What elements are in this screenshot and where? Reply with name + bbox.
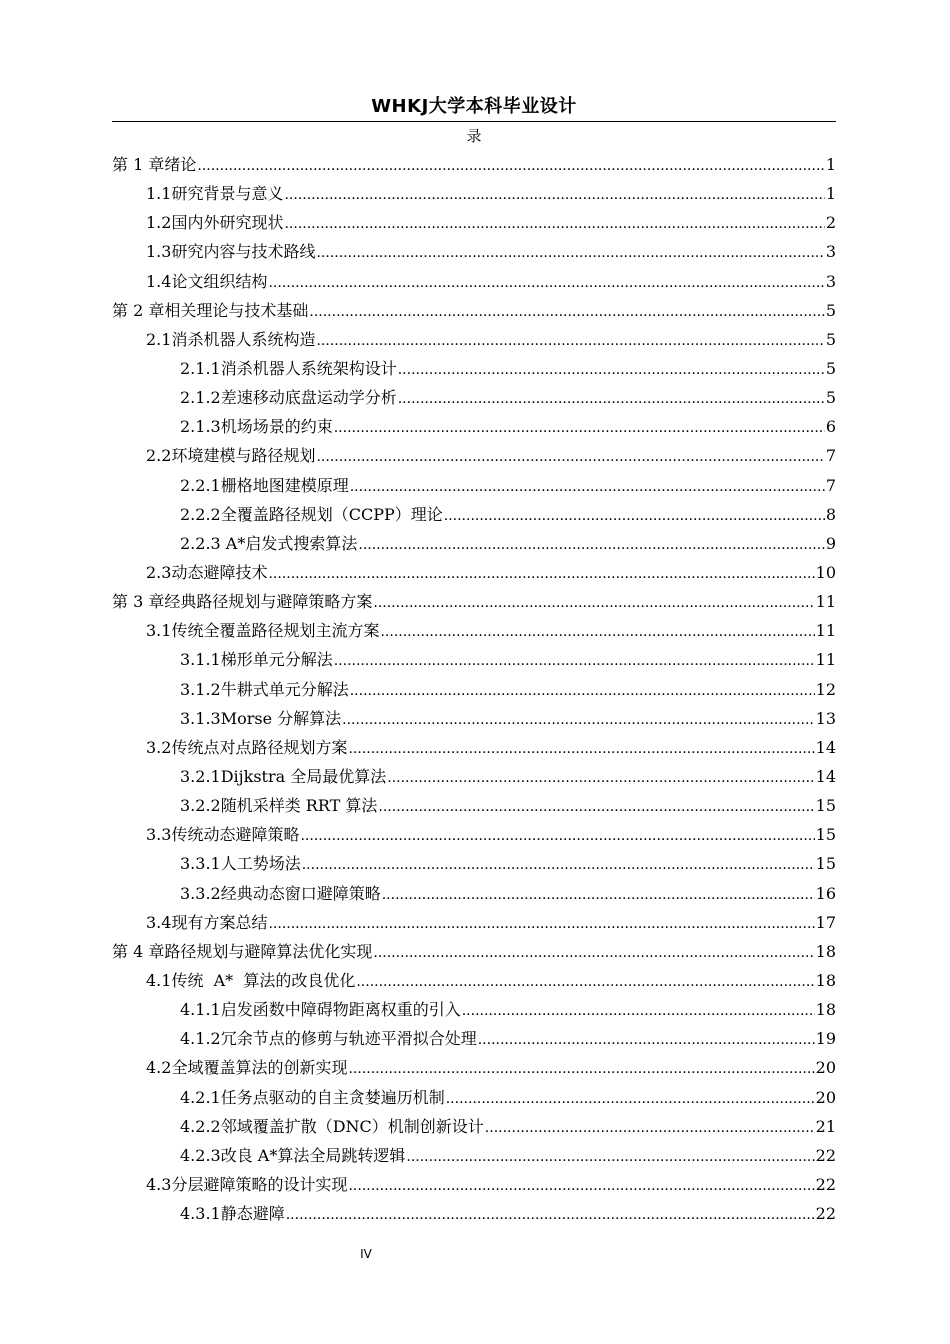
toc-dot-leader xyxy=(387,764,814,793)
toc-entry-page: 1 xyxy=(825,184,836,204)
toc-entry[interactable] xyxy=(112,471,836,500)
toc-dot-leader xyxy=(378,793,814,822)
toc-entry-number: 4.3 xyxy=(146,1174,172,1194)
toc-entry-title: Dijkstra 全局最优算法 xyxy=(220,766,387,786)
toc-entry[interactable] xyxy=(112,208,836,237)
toc-entry-page: 15 xyxy=(815,825,836,845)
toc-entry-title: 消杀机器人系统构造 xyxy=(171,329,316,349)
toc-entry-title: A*启发式搜索算法 xyxy=(220,533,358,553)
toc-entry-title: 机场场景的约束 xyxy=(220,417,333,437)
toc-entry-page: 22 xyxy=(815,1204,836,1224)
toc-entry-page: 20 xyxy=(815,1087,836,1107)
toc-entry-title: 相关理论与技术基础 xyxy=(164,300,309,320)
toc-entry-page: 8 xyxy=(825,504,836,524)
toc-entry-number: 4.1.1 xyxy=(180,1000,221,1020)
toc-entry[interactable] xyxy=(112,820,836,849)
toc-dot-leader xyxy=(268,560,814,589)
toc-entry-title: 全覆盖路径规划（CCPP）理论 xyxy=(220,504,443,524)
toc-entry-page: 14 xyxy=(815,766,836,786)
toc-entry[interactable] xyxy=(112,966,836,995)
toc-entry-number: 3.3.2 xyxy=(180,883,221,903)
toc-entry-page: 5 xyxy=(825,300,836,320)
toc-entry-number: 2.2.1 xyxy=(180,475,221,495)
toc-entry-title: 国内外研究现状 xyxy=(171,213,284,233)
toc-entry-number: 4.2.2 xyxy=(180,1116,221,1136)
toc-entry[interactable] xyxy=(112,1053,836,1082)
toc-dot-leader xyxy=(358,531,824,560)
toc-entry-title: 研究内容与技术路线 xyxy=(171,242,316,262)
toc-entry[interactable] xyxy=(112,237,836,266)
toc-entry-page: 22 xyxy=(815,1145,836,1165)
toc-entry-title: 研究背景与意义 xyxy=(171,184,284,204)
toc-dot-leader xyxy=(348,1172,814,1201)
toc-entry[interactable] xyxy=(112,325,836,354)
toc-dot-leader xyxy=(356,968,814,997)
toc-dot-leader xyxy=(300,822,814,851)
toc-entry-number: 3.3 xyxy=(146,825,172,845)
toc-dot-leader xyxy=(284,181,824,210)
toc-dot-leader xyxy=(316,327,824,356)
toc-entry[interactable] xyxy=(112,1112,836,1141)
toc-entry[interactable] xyxy=(112,267,836,296)
toc-entry-title: 差速移动底盘运动学分析 xyxy=(220,388,397,408)
toc-dot-leader xyxy=(286,1201,815,1230)
toc-entry-title: 现有方案总结 xyxy=(171,912,268,932)
toc-entry-page: 18 xyxy=(815,941,836,961)
toc-entry[interactable] xyxy=(112,296,836,325)
toc-entry-number: 第 4 章 xyxy=(112,941,165,961)
toc-entry-number: 第 3 章 xyxy=(112,592,165,612)
toc-entry-number: 3.3.1 xyxy=(180,854,221,874)
toc-entry-number: 2.1.2 xyxy=(180,388,221,408)
toc-entry-page: 13 xyxy=(815,708,836,728)
toc-entry[interactable] xyxy=(112,558,836,587)
toc-dot-leader xyxy=(309,298,824,327)
toc-entry-title: 冗余节点的修剪与轨迹平滑拟合处理 xyxy=(220,1029,477,1049)
toc-entry-page: 11 xyxy=(815,592,836,612)
page-number: IV xyxy=(360,1247,372,1261)
toc-entry[interactable] xyxy=(112,762,836,791)
toc-entry[interactable] xyxy=(112,616,836,645)
toc-dot-leader xyxy=(350,677,815,706)
toc-dot-leader xyxy=(398,385,825,414)
toc-entry[interactable] xyxy=(112,675,836,704)
toc-dot-leader xyxy=(342,706,814,735)
toc-entry-page: 7 xyxy=(825,446,836,466)
toc-entry-number: 3.2 xyxy=(146,737,172,757)
toc-entry-title: 传统动态避障策略 xyxy=(171,825,300,845)
toc-dot-leader xyxy=(485,1114,815,1143)
toc-entry[interactable] xyxy=(112,879,836,908)
toc-entry-number: 1.1 xyxy=(146,184,172,204)
toc-entry-number: 4.3.1 xyxy=(180,1204,221,1224)
toc-dot-leader xyxy=(382,881,815,910)
toc-entry-number: 3.1.1 xyxy=(180,650,221,670)
toc-entry-number: 1.2 xyxy=(146,213,172,233)
toc-entry[interactable] xyxy=(112,704,836,733)
toc-dot-leader xyxy=(268,269,824,298)
toc-entry-title: 牛耕式单元分解法 xyxy=(220,679,349,699)
toc-entry-title: 分层避障策略的设计实现 xyxy=(171,1174,348,1194)
toc-entry-title: 邻域覆盖扩散（DNC）机制创新设计 xyxy=(220,1116,484,1136)
toc-entry-number: 3.1.2 xyxy=(180,679,221,699)
toc-entry-title: 启发函数中障碍物距离权重的引入 xyxy=(220,1000,461,1020)
toc-entry-page: 1 xyxy=(825,155,836,174)
toc-entry[interactable] xyxy=(112,1141,836,1170)
toc-entry[interactable] xyxy=(112,1199,836,1228)
toc-entry-number: 4.2.3 xyxy=(180,1145,221,1165)
toc-entry-page: 19 xyxy=(815,1029,836,1049)
toc-dot-leader xyxy=(302,851,815,880)
toc-dot-leader xyxy=(373,589,814,618)
toc-entry-number: 2.1.1 xyxy=(180,358,221,378)
toc-entry[interactable] xyxy=(112,645,836,674)
toc-entry[interactable] xyxy=(112,1083,836,1112)
page-header xyxy=(112,92,836,122)
toc-dot-leader xyxy=(444,502,825,531)
toc-entry-page: 18 xyxy=(815,1000,836,1020)
toc-entry[interactable] xyxy=(112,733,836,762)
toc-entry-title: 环境建模与路径规划 xyxy=(171,446,316,466)
toc-entry[interactable] xyxy=(112,995,836,1024)
toc-entry[interactable] xyxy=(112,150,836,179)
toc-dot-leader xyxy=(380,618,814,647)
toc-entry-number: 2.1 xyxy=(146,329,172,349)
toc-entry-number: 3.2.1 xyxy=(180,766,221,786)
toc-entry-number: 3.2.2 xyxy=(180,796,221,816)
toc-title: 录 xyxy=(466,127,482,145)
toc-entry-number: 2.2 xyxy=(146,446,172,466)
toc-dot-leader xyxy=(268,910,814,939)
table-of-contents xyxy=(112,150,836,1228)
toc-dot-leader xyxy=(197,152,824,181)
toc-entry[interactable] xyxy=(112,354,836,383)
toc-entry-page: 17 xyxy=(815,912,836,932)
toc-entry-page: 14 xyxy=(815,737,836,757)
toc-entry-number: 第 1 章 xyxy=(112,155,165,174)
toc-entry-page: 20 xyxy=(815,1058,836,1078)
toc-entry[interactable] xyxy=(112,791,836,820)
toc-dot-leader xyxy=(316,239,824,268)
toc-dot-leader xyxy=(348,1055,814,1084)
toc-entry-title: 全域覆盖算法的创新实现 xyxy=(171,1058,348,1078)
toc-entry-number: 2.3 xyxy=(146,562,172,582)
toc-entry-number: 第 2 章 xyxy=(112,300,165,320)
toc-entry-number: 1.3 xyxy=(146,242,172,262)
toc-entry-page: 10 xyxy=(815,562,836,582)
toc-entry-page: 5 xyxy=(825,358,836,378)
toc-entry-title: 消杀机器人系统架构设计 xyxy=(220,358,397,378)
toc-entry[interactable] xyxy=(112,908,836,937)
toc-entry-number: 4.2.1 xyxy=(180,1087,221,1107)
toc-entry-page: 15 xyxy=(815,854,836,874)
toc-entry-title: 绪论 xyxy=(164,155,197,174)
toc-entry-page: 5 xyxy=(825,329,836,349)
toc-entry-page: 3 xyxy=(825,271,836,291)
toc-entry-title: 动态避障技术 xyxy=(171,562,268,582)
toc-entry-page: 12 xyxy=(815,679,836,699)
toc-entry[interactable] xyxy=(112,383,836,412)
toc-entry-title: 传统 A* 算法的改良优化 xyxy=(171,970,356,990)
toc-entry-title: Morse 分解算法 xyxy=(220,708,342,728)
toc-entry[interactable] xyxy=(112,500,836,529)
toc-entry-title: 路径规划与避障算法优化实现 xyxy=(164,941,373,961)
toc-entry-title: 静态避障 xyxy=(220,1204,285,1224)
toc-entry-title: 改良 A*算法全局跳转逻辑 xyxy=(220,1145,406,1165)
toc-entry-number: 2.1.3 xyxy=(180,417,221,437)
toc-entry-title: 随机采样类 RRT 算法 xyxy=(220,796,378,816)
toc-dot-leader xyxy=(478,1026,815,1055)
toc-dot-leader xyxy=(316,443,824,472)
toc-entry-title: 经典路径规划与避障策略方案 xyxy=(164,592,373,612)
toc-entry-title: 经典动态窗口避障策略 xyxy=(220,883,381,903)
toc-entry-title: 人工势场法 xyxy=(220,854,301,874)
toc-entry-title: 任务点驱动的自主贪婪遍历机制 xyxy=(220,1087,445,1107)
toc-entry-page: 7 xyxy=(825,475,836,495)
toc-entry[interactable] xyxy=(112,441,836,470)
toc-dot-leader xyxy=(398,356,825,385)
toc-entry[interactable] xyxy=(112,1170,836,1199)
toc-dot-leader xyxy=(348,735,814,764)
toc-entry-page: 2 xyxy=(825,213,836,233)
toc-dot-leader xyxy=(334,647,815,676)
toc-entry-page: 9 xyxy=(825,533,836,553)
toc-dot-leader xyxy=(284,210,824,239)
toc-entry-title: 梯形单元分解法 xyxy=(220,650,333,670)
toc-entry[interactable] xyxy=(112,1024,836,1053)
toc-entry-number: 3.1 xyxy=(146,621,172,641)
toc-entry-page: 6 xyxy=(825,417,836,437)
toc-entry-number: 3.4 xyxy=(146,912,172,932)
toc-entry-page: 3 xyxy=(825,242,836,262)
toc-entry[interactable] xyxy=(112,849,836,878)
toc-entry[interactable] xyxy=(112,529,836,558)
toc-entry-page: 11 xyxy=(815,621,836,641)
toc-entry-page: 21 xyxy=(815,1116,836,1136)
toc-entry-number: 1.4 xyxy=(146,271,172,291)
header-title: WHKJ大学本科毕业设计 xyxy=(371,96,577,117)
toc-entry[interactable] xyxy=(112,412,836,441)
toc-entry-number: 2.2.3 xyxy=(180,533,221,553)
toc-dot-leader xyxy=(446,1085,815,1114)
toc-entry-page: 22 xyxy=(815,1174,836,1194)
toc-entry-number: 2.2.2 xyxy=(180,504,221,524)
toc-entry-number: 4.1.2 xyxy=(180,1029,221,1049)
toc-entry-page: 5 xyxy=(825,388,836,408)
toc-entry-number: 3.1.3 xyxy=(180,708,221,728)
toc-entry-title: 论文组织结构 xyxy=(171,271,268,291)
toc-dot-leader xyxy=(373,939,814,968)
toc-dot-leader xyxy=(406,1143,814,1172)
toc-entry-number: 4.1 xyxy=(146,970,172,990)
toc-entry-page: 18 xyxy=(815,970,836,990)
toc-dot-leader xyxy=(350,473,825,502)
toc-entry[interactable] xyxy=(112,179,836,208)
toc-entry-title: 传统点对点路径规划方案 xyxy=(171,737,348,757)
toc-dot-leader xyxy=(334,414,825,443)
toc-entry-page: 16 xyxy=(815,883,836,903)
toc-entry-page: 15 xyxy=(815,796,836,816)
toc-entry-title: 栅格地图建模原理 xyxy=(220,475,349,495)
toc-dot-leader xyxy=(462,997,815,1026)
toc-entry[interactable] xyxy=(112,587,836,616)
toc-entry-number: 4.2 xyxy=(146,1058,172,1078)
toc-entry-page: 11 xyxy=(815,650,836,670)
toc-entry[interactable] xyxy=(112,937,836,966)
toc-entry-title: 传统全覆盖路径规划主流方案 xyxy=(171,621,380,641)
